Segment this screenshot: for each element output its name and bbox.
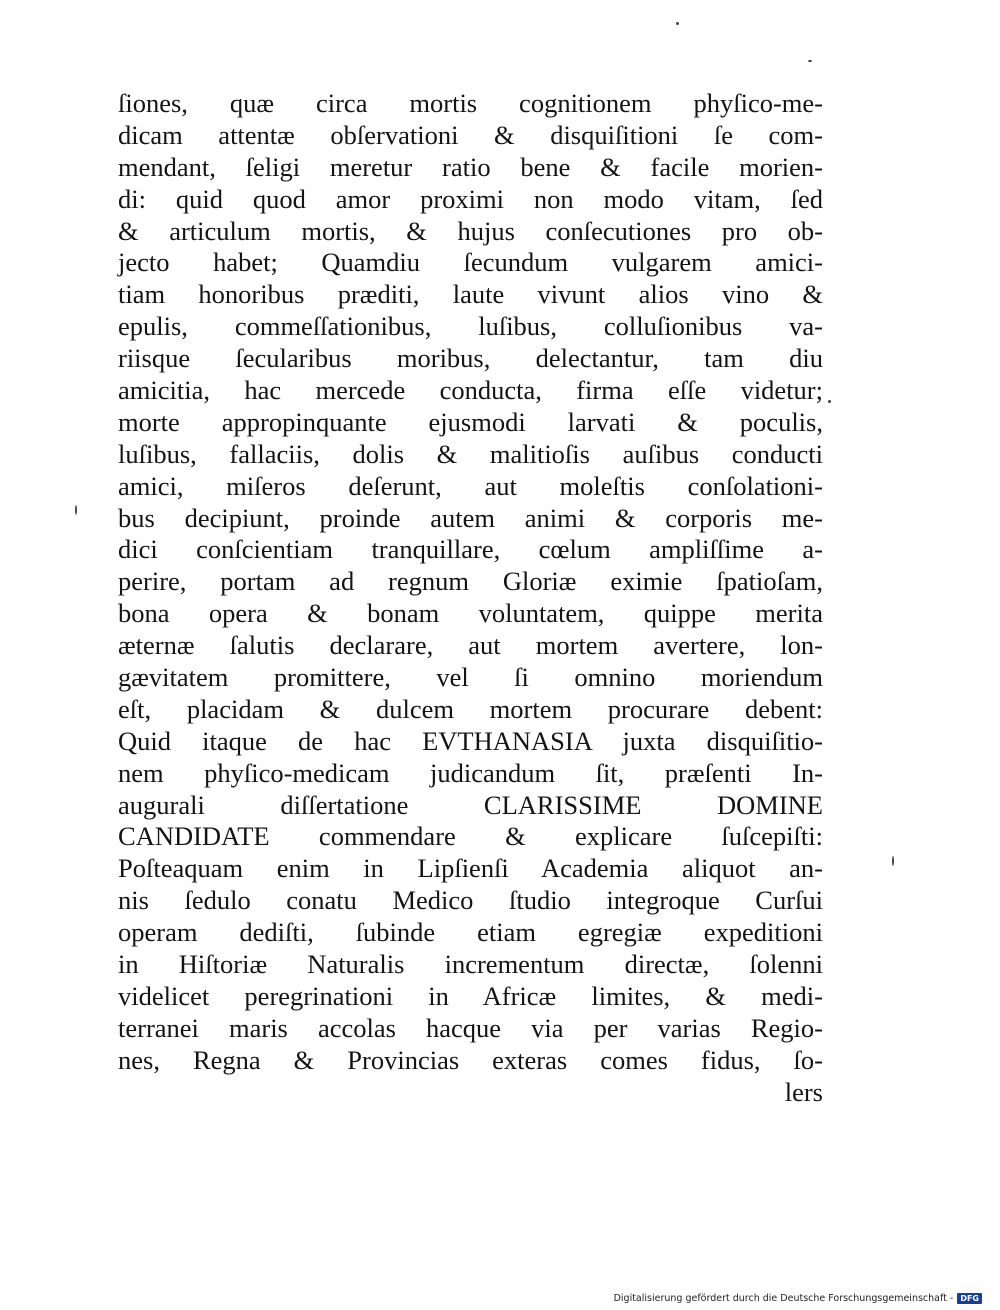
digitization-footer [614, 1293, 982, 1304]
text-line-21: Quid itaque de hac EVTHANASIA juxta disquiſitio- [118, 725, 823, 756]
text-line-26: nis ſedulo conatu Medico ſtudio integroque Curſui [118, 885, 823, 916]
latin-body-text [118, 88, 823, 1109]
text-line-7: tiam honoribus præditi, laute vivunt alios vino & [118, 279, 823, 310]
text-line-28: in Hiſtoriæ Naturalis incrementum directæ, ſolenni [118, 949, 823, 980]
scan-speck [808, 60, 812, 62]
text-line-5: & articulum mortis, & hujus conſecutiones pro ob- [118, 215, 823, 246]
text-line-14: bus decipiunt, proinde autem animi & corporis me- [118, 502, 823, 533]
footer-credit: Digitalisierung gefördert durch die Deutsche Forschungsgemeinschaft - [613, 1293, 954, 1304]
text-line-16: perire, portam ad regnum Gloriæ eximie ſpatioſam, [118, 566, 823, 597]
text-line-12: luſibus, fallaciis, dolis & malitioſis auſibus conducti [118, 438, 823, 469]
text-line-17: bona opera & bonam voluntatem, quippe merita [118, 598, 823, 629]
text-line-13: amici, miſeros deſerunt, aut moleſtis conſolationi- [118, 470, 823, 501]
text-line-9: riisque ſecularibus moribus, delectantur, tam diu [118, 343, 823, 374]
text-line-3: mendant, ſeligi meretur ratio bene & facile morien- [118, 151, 823, 182]
text-line-22: nem phyſico-medicam judicandum ſit, præſenti In- [118, 757, 823, 788]
dfg-logo: DFG [957, 1293, 982, 1304]
scan-speck [828, 400, 831, 403]
text-line-23: augurali diſſertatione CLARISSIME DOMINE [118, 789, 823, 820]
text-line-31: nes, Regna & Provincias exteras comes fidus, ſo- [118, 1044, 823, 1075]
text-line-24: CANDIDATE commendare & explicare ſuſcepiſti: [118, 821, 823, 852]
text-line-1: ſiones, quæ circa mortis cognitionem phyſico-me- [118, 88, 823, 118]
text-line-10: amicitia, hac mercede conducta, firma eſſe videtur; [118, 375, 823, 406]
text-line-15: dici conſcientiam tranquillare, cœlum ampliſſime a- [118, 534, 823, 565]
text-line-27: operam dediſti, ſubinde etiam egregiæ expeditioni [118, 917, 823, 948]
text-line-2: dicam attentæ obſervationi & disquiſitioni ſe com- [118, 119, 823, 150]
scan-speck [75, 505, 77, 515]
scan-speck [676, 22, 679, 25]
text-line-30: terranei maris accolas hacque via per varias Regio- [118, 1012, 823, 1043]
text-line-11: morte appropinquante ejusmodi larvati & poculis, [118, 406, 823, 437]
text-line-29: videlicet peregrinationi in Africæ limites, & medi- [118, 980, 823, 1011]
text-line-19: gævitatem promittere, vel ſi omnino moriendum [118, 662, 823, 693]
text-line-8: epulis, commeſſationibus, luſibus, colluſionibus va- [118, 311, 823, 342]
text-line-25: Poſteaquam enim in Lipſienſi Academia aliquot an- [118, 853, 823, 884]
text-line-20: eſt, placidam & dulcem mortem procurare debent: [118, 693, 823, 724]
text-line-4: di: quid quod amor proximi non modo vitam, ſed [118, 183, 823, 214]
scan-speck [892, 856, 894, 866]
text-line-18: æternæ ſalutis declarare, aut mortem avertere, lon- [118, 630, 823, 661]
catchword: lers [784, 1076, 823, 1107]
text-line-6: jecto habet; Quamdiu ſecundum vulgarem amici- [118, 247, 823, 278]
